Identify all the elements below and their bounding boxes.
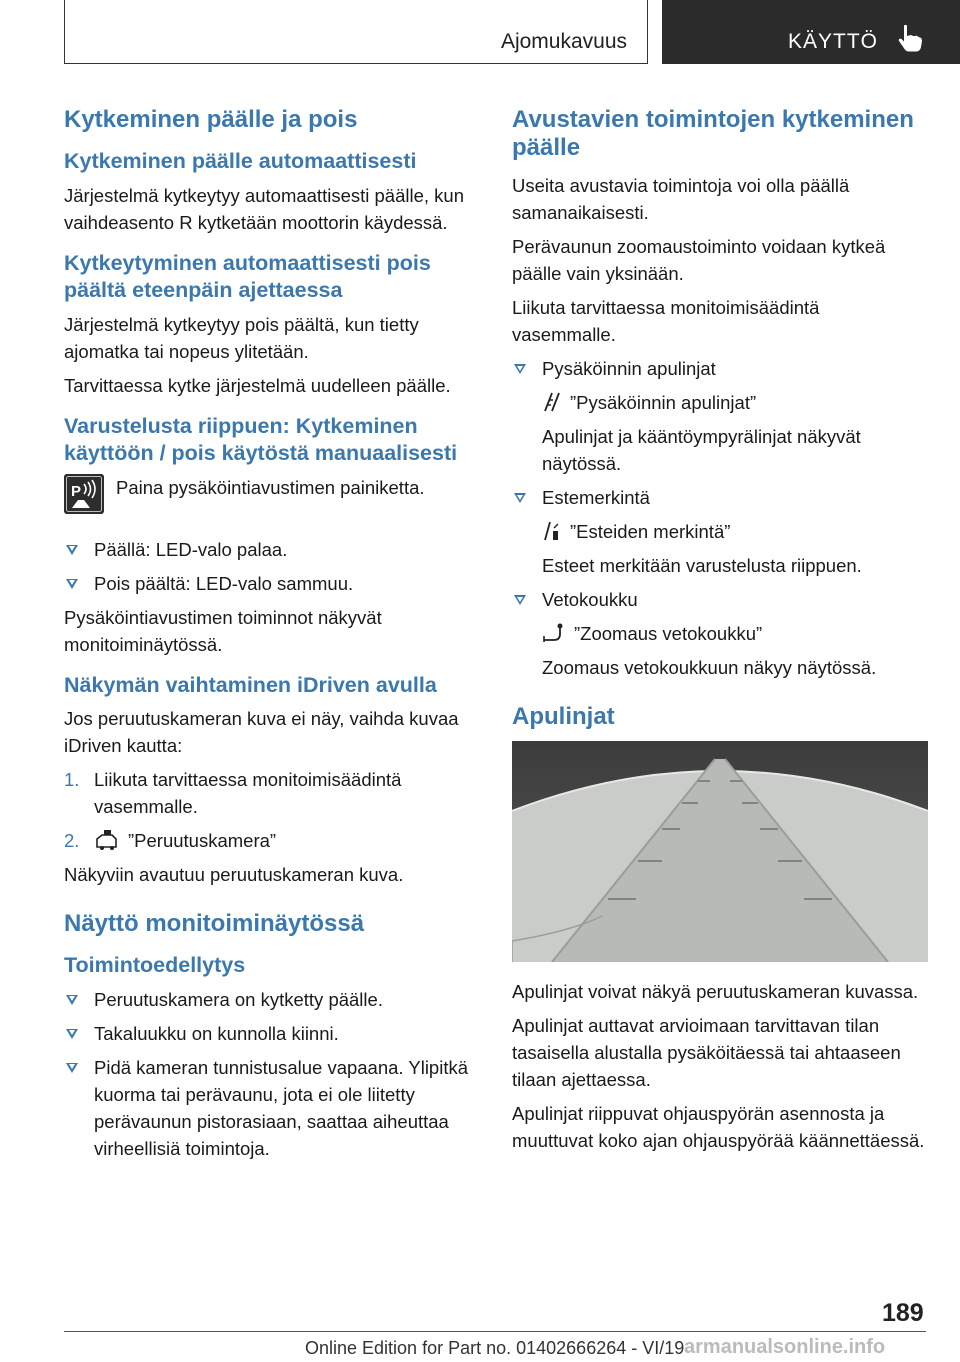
bullet-req-1: Peruutuskamera on kytketty päälle. (64, 986, 476, 1013)
left-column (64, 100, 476, 1169)
bullet-req-3: Pidä kameran tunnistusalue vapaana. Ylipitkä kuorma tai perävaunu, jota ei ole liitetty perävaunun pistorasiaan, saattaa aiheuttaa virheellisiä toimintoja. (64, 1054, 476, 1162)
step-1: 1. Liikuta tarvittaessa monitoimisäädintä vasemmalle. (64, 769, 402, 817)
bullet-triangle-icon (66, 1029, 78, 1039)
paragraph-idrive: Jos peruutuskameran kuva ei näy, vaihda kuvaa iDriven kautta: (64, 708, 459, 756)
bullet-towbar: Vetokoukku (512, 586, 926, 613)
park-assist-button-icon (64, 474, 104, 514)
park-assist-button-row (64, 474, 476, 524)
paragraph-manual: Pysäköintiavustimen toiminnot näkyvät monitoiminäytössä. (64, 606, 382, 655)
page-number: 189 (882, 1299, 924, 1327)
heading-auto-off: Kytkeytyminen automaattisesti pois päältä eteenpäin ajettaessa (64, 250, 431, 302)
heading-switch-on-off: Kytkeminen päälle ja pois (64, 106, 358, 133)
towbar-zoom-icon (542, 622, 566, 644)
bullet-triangle-icon (66, 579, 78, 589)
guide-lines-illustration (512, 741, 928, 962)
footer (0, 1334, 960, 1362)
bullet-obstacle-marking: Estemerkintä (512, 484, 926, 511)
menu-obstacle-marking: ”Esteiden merkintä” (512, 518, 926, 545)
desc-towbar-zoom: Zoomaus vetokoukkuun näkyy näytössä. (542, 657, 877, 678)
heading-auto-on: Kytkeminen päälle automaattisesti (64, 149, 417, 173)
desc-obstacle-marking: Esteet merkitään varustelusta riippuen. (542, 555, 862, 576)
desc-parking-lines: Apulinjat ja kääntöympyrälinjat näkyvät näytössä. (542, 426, 861, 474)
heading-idrive: Näkymän vaihtaminen iDriven avulla (64, 672, 437, 697)
paragraph-view: Näkyviin avautuu peruutuskameran kuva. (64, 864, 404, 885)
paragraph-assist-2: Perävaunun zoomaustoiminto voidaan kytkeä päälle vain yksinään. (512, 236, 886, 284)
paragraph-auto-off-1: Järjestelmä kytkeytyy pois päältä, kun tietty ajomatka tai nopeus ylitetään. (64, 313, 419, 362)
footer-watermark: armanualsonline.info (684, 1336, 886, 1358)
heading-assist-functions: Avustavien toimintojen kytkeminen päälle (512, 106, 914, 161)
paragraph-assist-1: Useita avustavia toimintoja voi olla päällä samanaikaisesti. (512, 175, 850, 223)
right-column (512, 100, 926, 1161)
header-section-title: Ajomukavuus (500, 30, 627, 53)
heading-manual: Varustelusta riippuen: Kytkeminen käyttöön / pois käytöstä manuaalisesti (64, 413, 458, 465)
paragraph-auto-off-2: Tarvittaessa kytke järjestelmä uudelleen päälle. (64, 374, 451, 396)
rear-camera-icon (94, 829, 120, 851)
footer-edition: Online Edition for Part no. 01402666264 - VI/19 (305, 1338, 685, 1358)
bullet-led-off: Pois päältä: LED-valo sammuu. (64, 570, 476, 597)
bullet-led-on: Päällä: LED-valo palaa. (64, 536, 476, 563)
bullet-triangle-icon (514, 493, 526, 503)
heading-requirements: Toimintoedellytys (64, 953, 246, 977)
header-chapter-tab (662, 0, 960, 64)
menu-towbar-zoom: ”Zoomaus vetokoukku” (512, 620, 926, 647)
bullet-parking-lines: Pysäköinnin apulinjat (512, 355, 926, 382)
parking-lines-icon (542, 391, 562, 413)
paragraph-assist-3: Liikuta tarvittaessa monitoimisäädintä vasemmalle. (512, 297, 820, 345)
header-section-box (64, 0, 648, 64)
park-assist-button-text: Paina pysäköintiavustimen painiketta. (116, 476, 425, 498)
svg-text:P: P (71, 482, 82, 500)
bullet-triangle-icon (514, 364, 526, 374)
header-chapter-title: KÄYTTÖ (788, 30, 879, 53)
paragraph-lines-3: Apulinjat riippuvat ohjauspyörän asennosta ja muuttuvat koko ajan ohjauspyörää käännettäessä. (512, 1103, 925, 1151)
paragraph-auto-on: Järjestelmä kytkeytyy automaattisesti päälle, kun vaihdeasento R kytketään moottorin käydessä. (64, 184, 464, 233)
footer-divider (64, 1331, 926, 1332)
menu-parking-lines: ”Pysäköinnin apulinjat” (512, 389, 926, 416)
heading-display: Näyttö monitoiminäytössä (64, 910, 365, 937)
paragraph-lines-2: Apulinjat auttavat arvioimaan tarvittavan tilan tasaisella alustalla pysäköitäessä tai ahtaaseen tilaan ajettaessa. (512, 1015, 901, 1090)
obstacle-marking-icon (542, 520, 562, 542)
hand-pointer-icon (897, 24, 923, 52)
step-2: 2. ”Peruutuskamera” (64, 830, 277, 851)
bullet-req-2: Takaluukku on kunnolla kiinni. (64, 1020, 476, 1047)
bullet-triangle-icon (514, 595, 526, 605)
heading-guide-lines: Apulinjat (512, 703, 615, 730)
bullet-triangle-icon (66, 545, 78, 555)
bullet-triangle-icon (66, 1063, 78, 1073)
paragraph-lines-1: Apulinjat voivat näkyä peruutuskameran kuvassa. (512, 981, 919, 1002)
bullet-triangle-icon (66, 995, 78, 1005)
